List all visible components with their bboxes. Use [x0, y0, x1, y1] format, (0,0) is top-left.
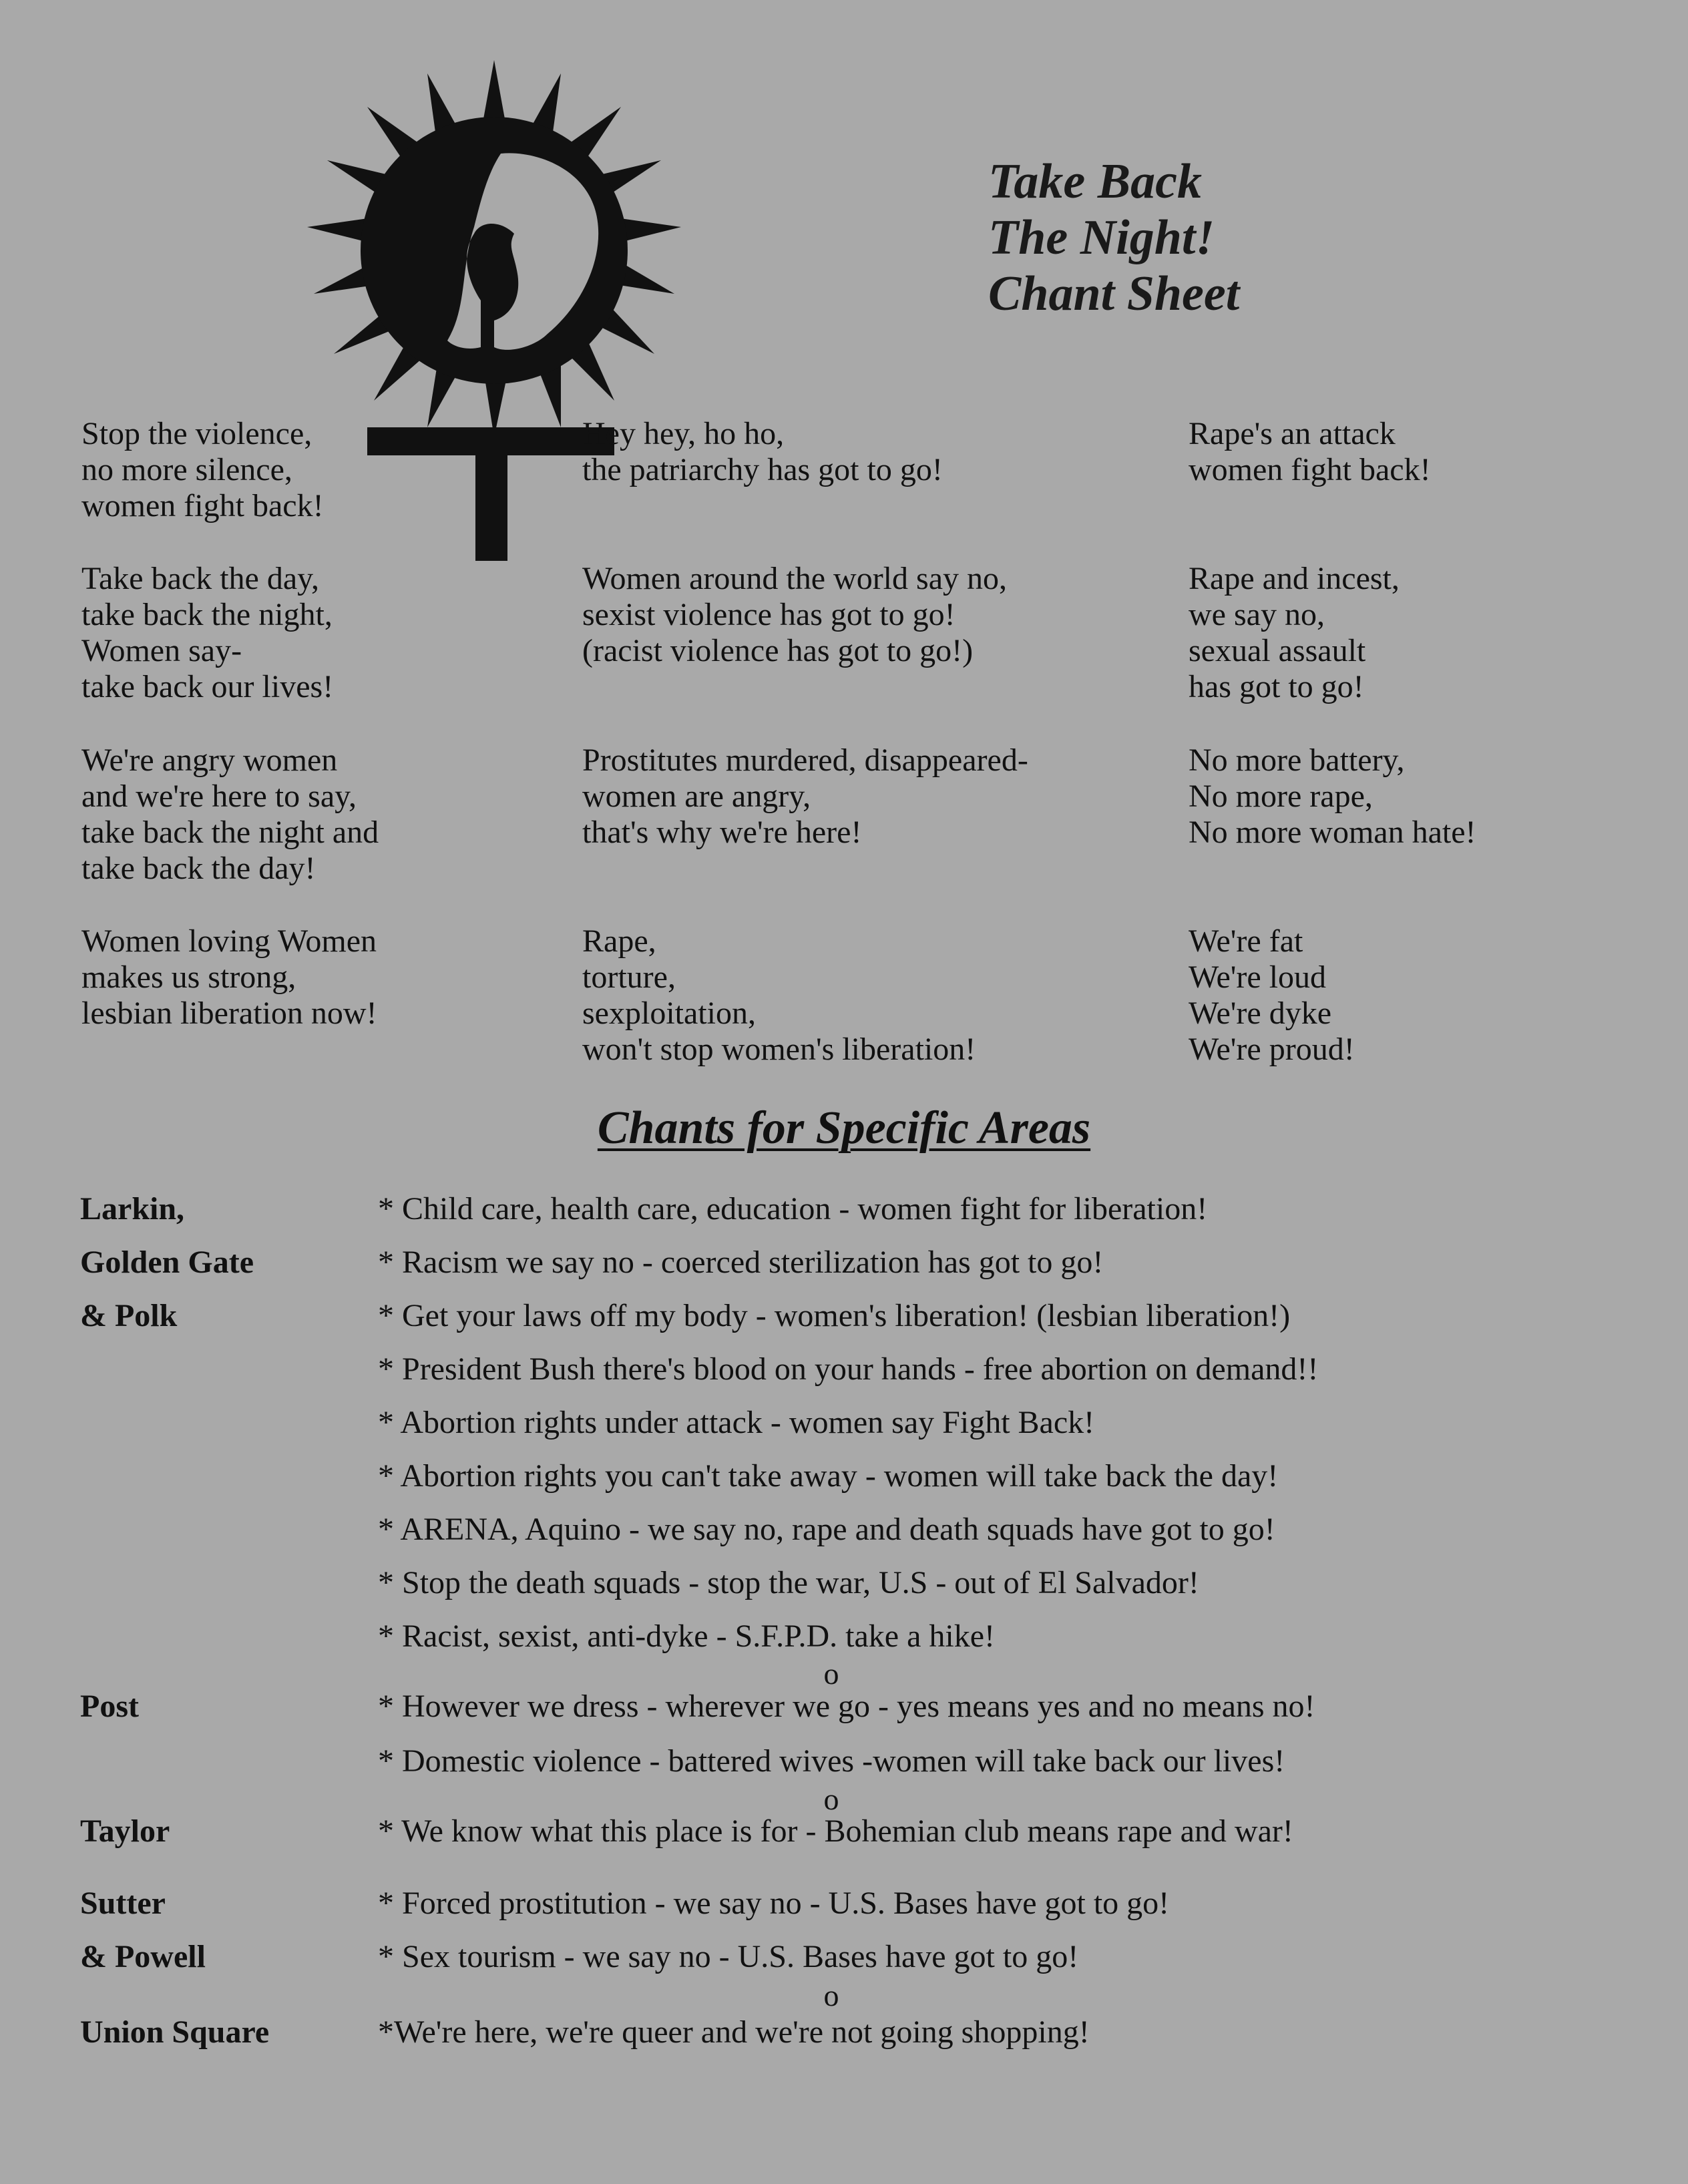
title-line-2: The Night! [988, 210, 1215, 265]
section-separator: o [823, 1782, 839, 1816]
area-sutter: Sutter [80, 1886, 166, 1921]
area-chant-item: * ARENA, Aquino - we say no, rape and death squads have got to go! [378, 1512, 1275, 1547]
area-polk: & Polk [80, 1298, 178, 1333]
area-golden-gate: Golden Gate [80, 1245, 254, 1280]
area-chant-item: * Get your laws off my body - women's liberation! (lesbian liberation!) [378, 1298, 1291, 1333]
chant-rape-and-incest: Rape and incest, we say no, sexual assault has got to go! [1189, 561, 1400, 704]
title-line-3: Chant Sheet [988, 266, 1240, 321]
area-chant-item: * Abortion rights you can't take away - women will take back the day! [378, 1458, 1279, 1494]
specific-areas-heading: Chants for Specific Areas [597, 1102, 1091, 1154]
chant-stop-the-violence: Stop the violence, no more silence, women fight back! [81, 416, 324, 523]
area-chant-item: * Racist, sexist, anti-dyke - S.F.P.D. take a hike! [378, 1618, 996, 1654]
chant-women-loving-women: Women loving Women makes us strong, lesbian liberation now! [81, 923, 377, 1031]
chant-hey-hey-ho-ho: Hey hey, ho ho, the patriarchy has got to go! [582, 416, 943, 487]
area-larkin: Larkin, [80, 1191, 185, 1227]
area-chant-item: * However we dress - wherever we go - yes means yes and no means no! [378, 1689, 1315, 1724]
chant-take-back-the-day: Take back the day, take back the night, Women say- take back our lives! [81, 561, 334, 704]
chant-women-around-the-world: Women around the world say no, sexist violence has got to go! (racist violence has got to go!) [582, 561, 1007, 668]
chant-rapes-an-attack: Rape's an attack women fight back! [1189, 416, 1431, 487]
area-chant-item: * Sex tourism - we say no - U.S. Bases have got to go! [378, 1939, 1079, 1974]
area-post: Post [80, 1689, 139, 1724]
section-separator: o [823, 1978, 839, 2012]
chant-no-more-battery: No more battery, No more rape, No more woman hate! [1189, 742, 1476, 850]
section-separator: o [823, 1657, 839, 1691]
area-chant-item: * Abortion rights under attack - women say Fight Back! [378, 1405, 1095, 1440]
chant-were-fat: We're fat We're loud We're dyke We're proud! [1189, 923, 1355, 1067]
chant-angry-women: We're angry women and we're here to say, take back the night and take back the day! [81, 742, 379, 886]
area-chant-item: * President Bush there's blood on your hands - free abortion on demand!! [378, 1351, 1319, 1387]
area-powell: & Powell [80, 1939, 206, 1974]
area-union-square: Union Square [80, 2014, 270, 2050]
area-chant-item: * Child care, health care, education - women fight for liberation! [378, 1191, 1208, 1227]
sheet-title [988, 154, 1456, 322]
chant-rape-torture: Rape, torture, sexploitation, won't stop women's liberation! [582, 923, 976, 1067]
chant-prostitutes-murdered: Prostitutes murdered, disappeared- women are angry, that's why we're here! [582, 742, 1028, 850]
area-chant-item: * We know what this place is for - Bohemian club means rape and war! [378, 1813, 1293, 1849]
area-chant-item: *We're here, we're queer and we're not going shopping! [378, 2014, 1090, 2050]
area-chant-item: * Stop the death squads - stop the war, U.S - out of El Salvador! [378, 1565, 1199, 1600]
title-line-1: Take Back [988, 154, 1202, 209]
area-chant-item: * Domestic violence - battered wives -women will take back our lives! [378, 1743, 1285, 1779]
area-chant-item: * Forced prostitution - we say no - U.S. Bases have got to go! [378, 1886, 1170, 1921]
area-chant-item: * Racism we say no - coerced sterilization has got to go! [378, 1245, 1104, 1280]
area-taylor: Taylor [80, 1813, 170, 1849]
